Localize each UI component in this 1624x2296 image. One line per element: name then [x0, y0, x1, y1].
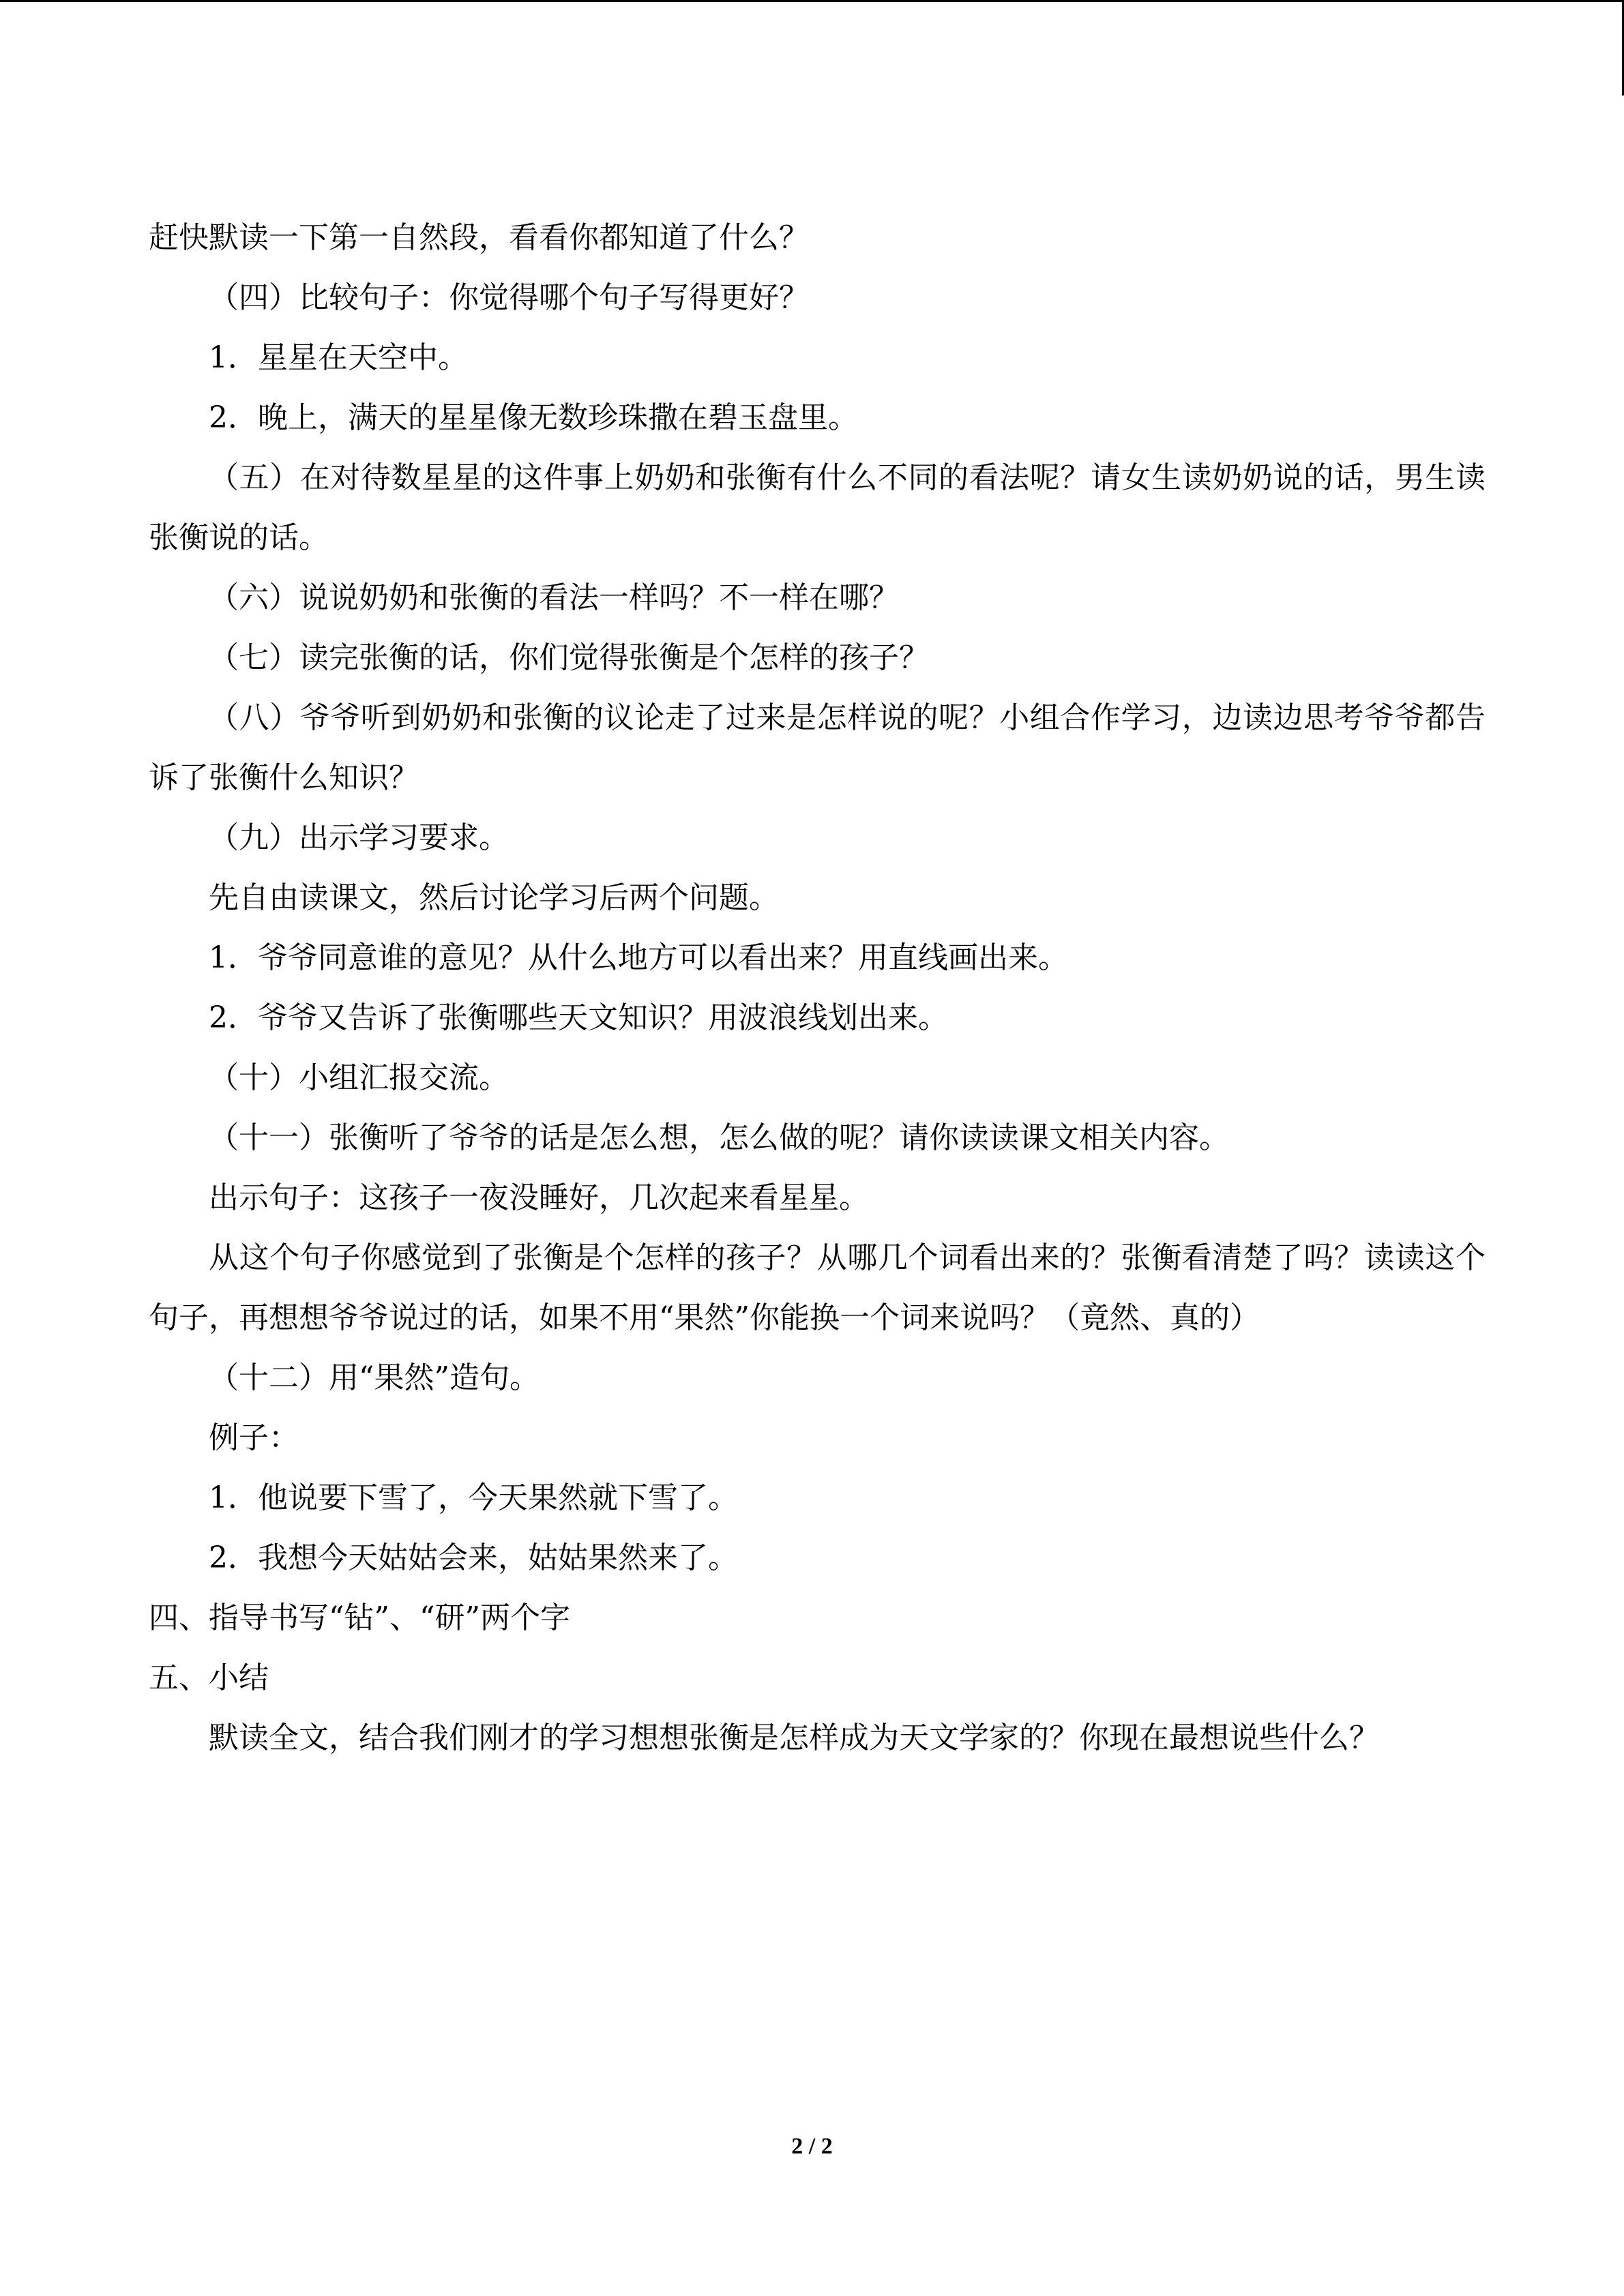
paragraph-continuation: 赶快默读一下第一自然段，看看你都知道了什么？ [149, 220, 809, 255]
paragraph-zhangheng-action: （十一）张衡听了爷爷的话是怎么想，怎么做的呢？请你读读课文相关内容。 [209, 1120, 1229, 1155]
document-body [149, 208, 1486, 1768]
paragraph-read-discuss: 先自由读课文，然后讨论学习后两个问题。 [209, 880, 779, 915]
section-heading-writing: 四、指导书写“钻”、“研”两个字 [149, 1600, 570, 1635]
list-item-example-1: 1．他说要下雪了，今天果然就下雪了。 [209, 1480, 738, 1515]
paragraph-different-views: （五）在对待数星星的这件事上奶奶和张衡有什么不同的看法呢？请女生读奶奶说的话，男生读张衡说的话。 [149, 460, 1486, 555]
paragraph-grandpa-knowledge: （八）爷爷听到奶奶和张衡的议论走了过来是怎样说的呢？小组合作学习，边读边思考爷爷都告诉了张衡什么知识？ [149, 700, 1486, 795]
paragraph-zhangheng-child: （七）读完张衡的话，你们觉得张衡是个怎样的孩子？ [209, 640, 929, 675]
paragraph-learning-requirements: （九）出示学习要求。 [209, 820, 509, 855]
top-border-line [0, 0, 1624, 2]
paragraph-make-sentence: （十二）用“果然”造句。 [209, 1360, 540, 1395]
paragraph-same-views: （六）说说奶奶和张衡的看法一样吗？不一样在哪？ [209, 580, 899, 615]
paragraph-show-sentence: 出示句子：这孩子一夜没睡好，几次起来看星星。 [209, 1180, 869, 1215]
page-number: 2 / 2 [791, 2134, 833, 2159]
list-item-sentence-1: 1．星星在天空中。 [209, 340, 468, 375]
list-item-example-2: 2．我想今天姑姑会来，姑姑果然来了。 [209, 1540, 738, 1575]
list-item-question-2: 2．爷爷又告诉了张衡哪些天文知识？用波浪线划出来。 [209, 1000, 948, 1035]
paragraph-example-label: 例子： [209, 1420, 299, 1455]
paragraph-sentence-analysis: 从这个句子你感觉到了张衡是个怎样的孩子？从哪几个词看出来的？张衡看清楚了吗？读读这个句子，再想想爷爷说过的话，如果不用“果然”你能换一个词来说吗？（竟然、真的） [149, 1240, 1486, 1335]
paragraph-compare-sentences: （四）比较句子：你觉得哪个句子写得更好？ [209, 280, 809, 315]
list-item-sentence-2: 2．晚上，满天的星星像无数珍珠撒在碧玉盘里。 [209, 400, 858, 435]
list-item-question-1: 1．爷爷同意谁的意见？从什么地方可以看出来？用直线画出来。 [209, 940, 1068, 975]
paragraph-summary: 默读全文，结合我们刚才的学习想想张衡是怎样成为天文学家的？你现在最想说些什么？ [209, 1720, 1379, 1755]
section-heading-summary: 五、小结 [149, 1660, 269, 1695]
paragraph-group-report: （十）小组汇报交流。 [209, 1060, 509, 1095]
